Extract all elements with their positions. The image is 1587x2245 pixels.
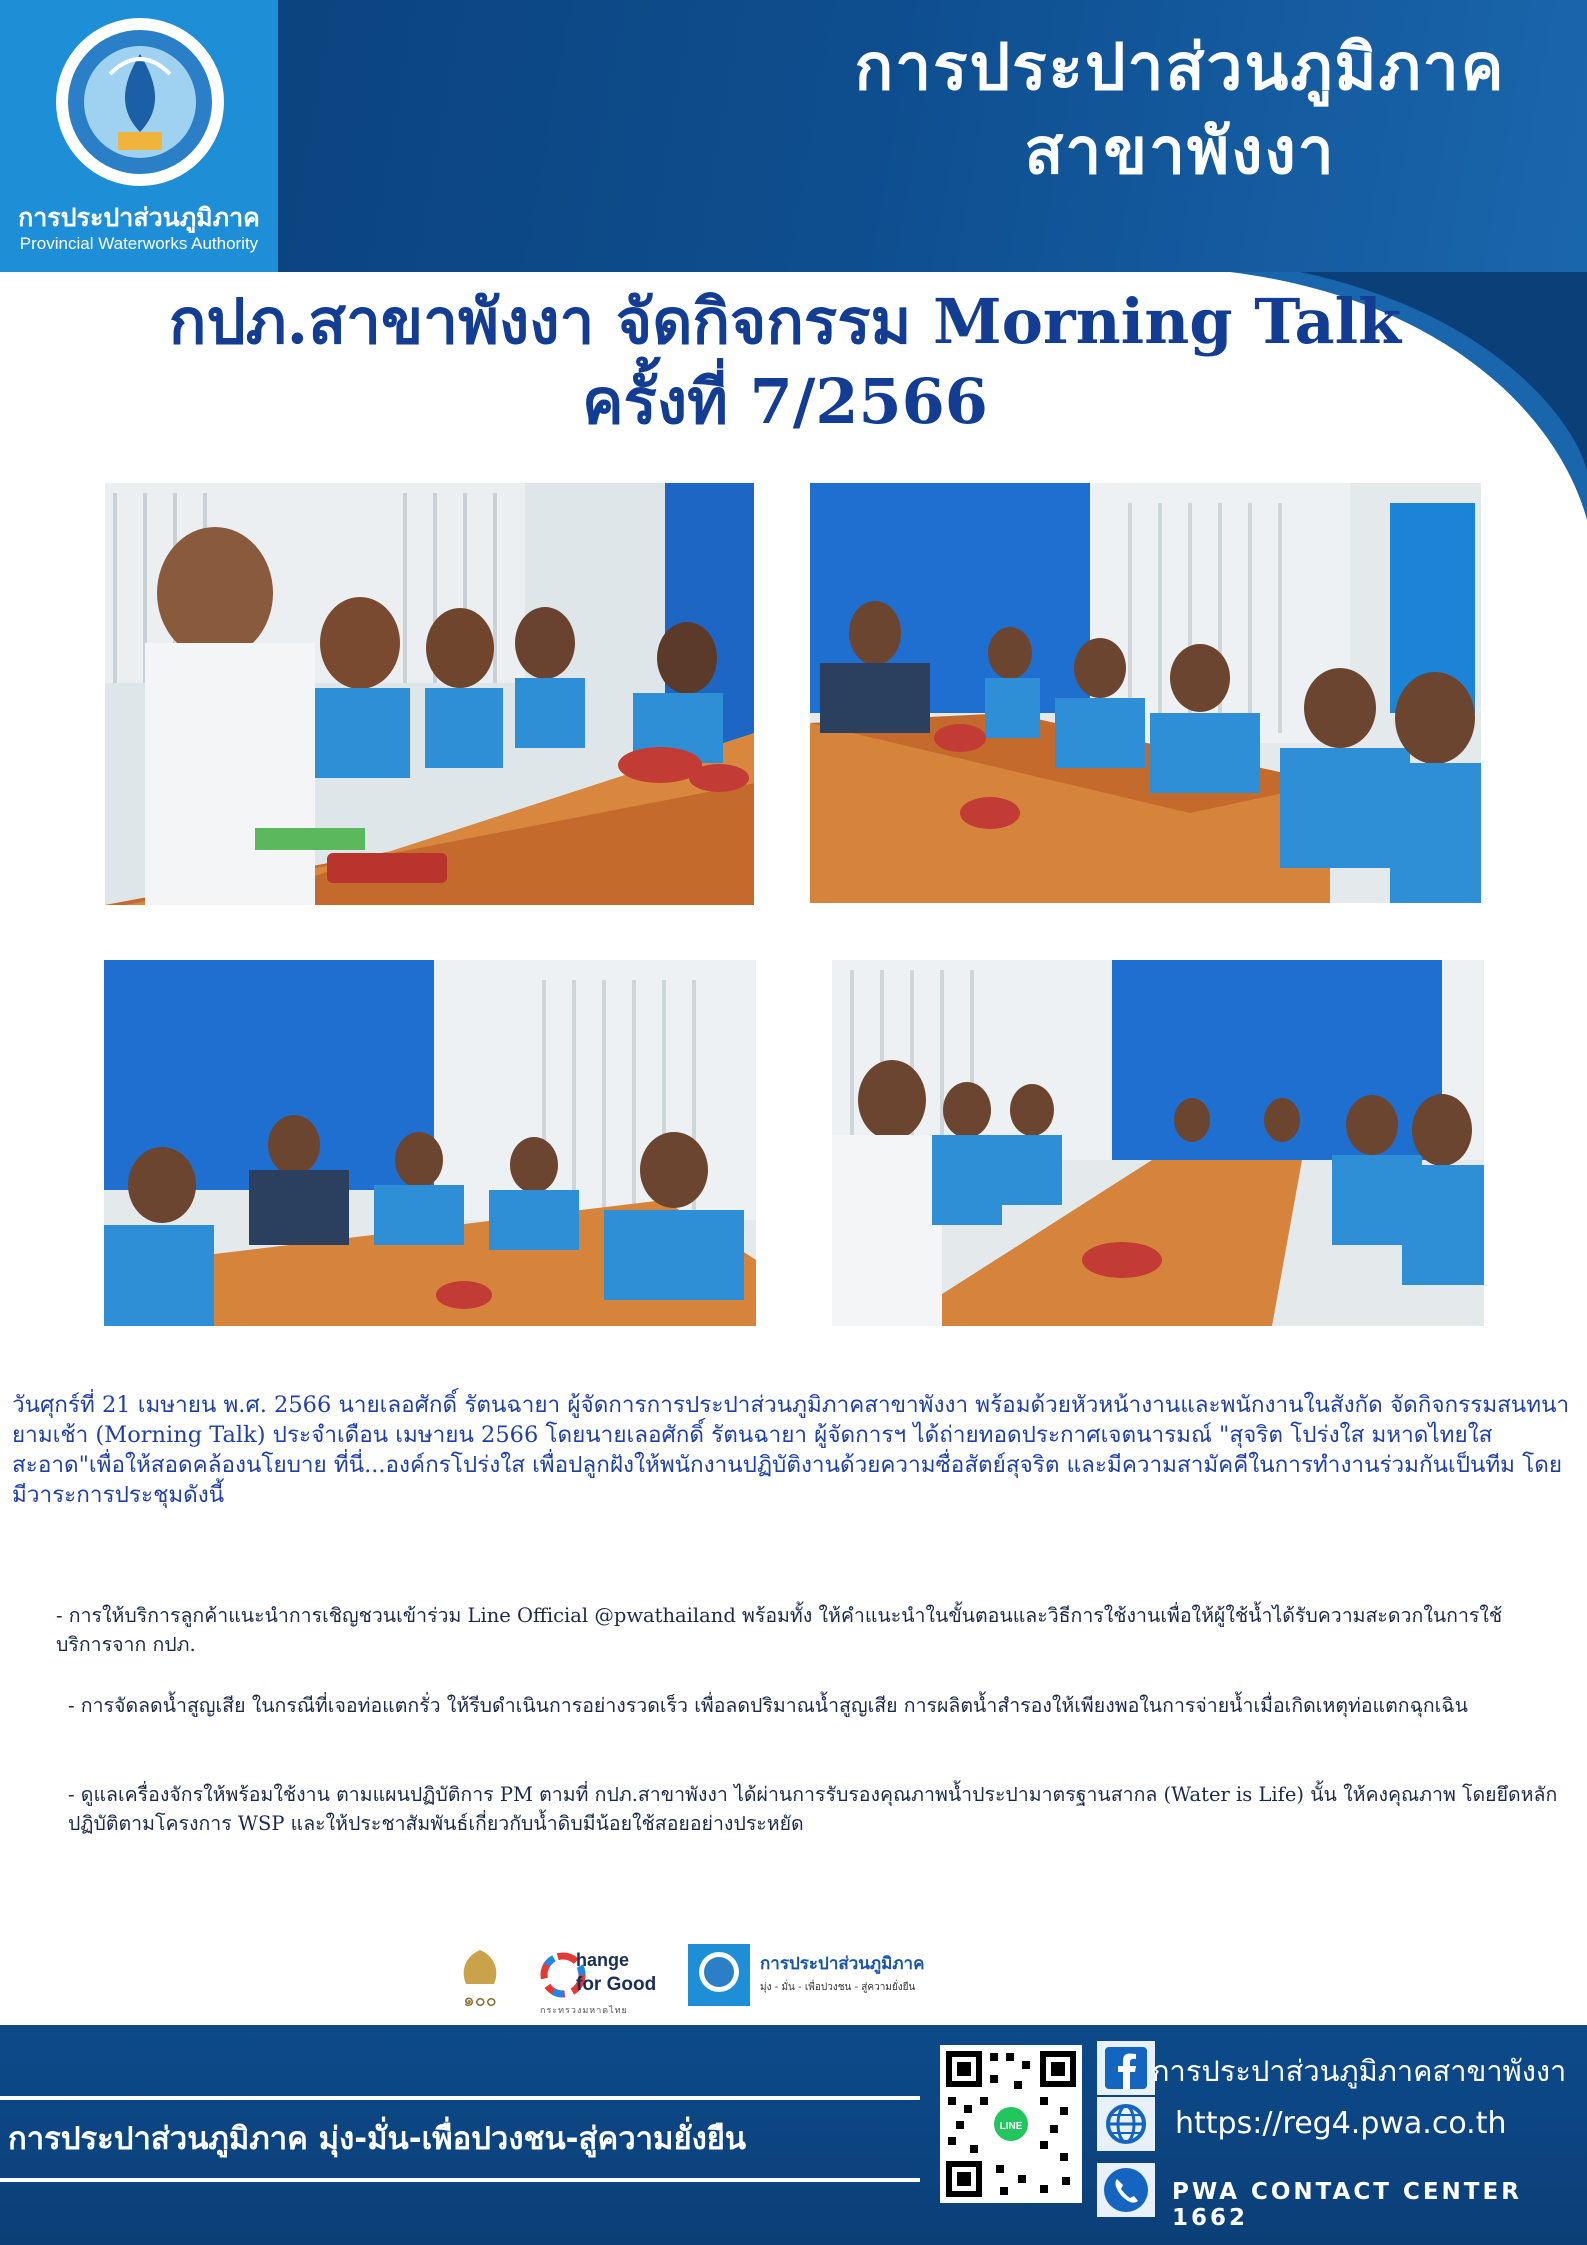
ministry-text: กระทรวงมหาดไทย <box>540 2006 628 2016</box>
footer-slogan: การประปาส่วนภูมิภาค มุ่ง-มั่น-เพื่อปวงชน-สู่ความยั่งยืน <box>8 2121 747 2157</box>
meeting-photo-4 <box>832 960 1484 1326</box>
qr-code-icon[interactable] <box>940 2045 1082 2203</box>
change-text: hange <box>576 1950 630 1970</box>
agenda-item-2: - การจัดลดน้ำสูญเสีย ในกรณีที่เจอท่อแตกรั่ว ให้รีบดำเนินการอย่างรวดเร็ว เพื่อลดปริมาณน้ำสูญเสีย การผลิตน้ำสำรองให้เพียงพอในการจ่ายน้ำเมื่อเกิดเหตุท่อแตกฉุกเฉิน <box>68 1694 1468 1717</box>
page-title <box>60 282 1510 442</box>
pwa-emblem-icon <box>52 14 228 190</box>
facebook-glyph-icon <box>1097 2041 1155 2095</box>
meeting-photo-2-image <box>810 483 1481 903</box>
pwa-small-name: การประปาส่วนภูมิภาค <box>760 1954 925 1974</box>
meeting-photo-1 <box>105 483 754 905</box>
for-good-text: for Good <box>576 1974 657 1995</box>
meeting-photo-4-image <box>832 960 1484 1326</box>
anniversary-100-logo-icon <box>450 1946 510 2014</box>
footer-divider-top <box>0 2096 920 2100</box>
logo-name-english: Provincial Waterworks Authority <box>19 234 259 253</box>
svg-text:๑๐๐: ๑๐๐ <box>463 1990 497 2011</box>
news-intro-paragraph: วันศุกร์ที่ 21 เมษายน พ.ศ. 2566 นายเลอศักดิ์ รัตนฉายา ผู้จัดการการประปาส่วนภูมิภาคสาขาพังงา พร้อมด้วยหัวหน้างานและพนักงานในสังกัด จัดกิจกรรมสนทนายามเช้า (Morning Talk) ประจำเดือน เมษายน 2566 โดยนายเลอศักดิ์ รัตนฉายา ผู้จัดการฯ ได้ถ่ายทอดประกาศเจตนารมณ์ "สุจริต โปร่งใส มหาดไทยใสสะอาด"เพื่อให้สอดคล้องนโยบาย ที่นี่...องค์กรโปร่งใส เพื่อปลูกฝังให้พนักงานปฏิบัติงานด้วยความซื่อสัตย์สุจริต และมีความสามัคคีในการทำงานร่วมกันเป็นทีม โดยมีวาระการประชุมดังนี้ <box>12 1392 1570 1508</box>
footer-divider-bottom <box>0 2178 920 2182</box>
svg-text:LINE: LINE <box>999 2121 1023 2132</box>
facebook-page-name[interactable]: การประปาส่วนภูมิภาคสาขาพังงา <box>1152 2054 1567 2088</box>
pwa-small-slogan: มุ่ง - มั่น - เพื่อปวงชน - สู่ความยั่งยืน <box>760 1982 916 1993</box>
page-title-line1: กปภ.สาขาพังงา จัดกิจกรรม Morning Talk <box>168 285 1402 358</box>
contact-center-number[interactable]: PWA CONTACT CENTER 1662 <box>1172 2179 1522 2231</box>
meeting-photo-3 <box>104 960 756 1326</box>
logo-name-thai: การประปาส่วนภูมิภาค <box>18 203 260 232</box>
phone-glyph-icon <box>1097 2163 1155 2217</box>
meeting-photo-3-image <box>104 960 756 1326</box>
meeting-photo-1-image <box>105 483 754 905</box>
facebook-icon[interactable] <box>1097 2041 1155 2095</box>
phone-icon[interactable] <box>1097 2163 1155 2217</box>
globe-icon[interactable] <box>1097 2097 1155 2151</box>
partner-logos <box>450 1940 930 2018</box>
pwa-small-logo-icon <box>688 1944 750 2006</box>
branch-header-title <box>780 26 1580 194</box>
agenda-item-1: - การให้บริการลูกค้าแนะนำการเชิญชวนเข้าร่วม Line Official @pwathailand พร้อมทั้ง ให้คำแนะนำในขั้นตอนและวิธีการใช้งานเพื่อให้ผู้ใช้น้ำได้รับความสะดวกในการใช้บริการจาก กปภ. <box>56 1604 1503 1656</box>
website-url[interactable]: https://reg4.pwa.co.th <box>1175 2106 1507 2141</box>
pwa-small-emblem-icon <box>688 1944 750 2006</box>
pwa-logo <box>0 0 278 272</box>
agenda-item-3: - ดูแลเครื่องจักรให้พร้อมใช้งาน ตามแผนปฏิบัติการ PM ตามที่ กปภ.สาขาพังงา ได้ผ่านการรับรองคุณภาพน้ำประปามาตรฐานสากล (Water is Life) นั้น ให้คงคุณภาพ โดยยึดหลักปฏิบัติตามโครงการ WSP และให้ประชาสัมพันธ์เกี่ยวกับน้ำดิบมีน้อยใช้สอยอย่างประหยัด <box>68 1783 1558 1835</box>
header-title-line2: สาขาพังงา <box>1024 115 1336 189</box>
page-title-line2: ครั้งที่ 7/2566 <box>582 365 988 438</box>
globe-glyph-icon <box>1097 2097 1155 2151</box>
meeting-photo-2 <box>810 483 1481 903</box>
change-for-good-logo <box>540 1944 690 2014</box>
header-title-line1: การประปาส่วนภูมิภาค <box>854 31 1506 105</box>
